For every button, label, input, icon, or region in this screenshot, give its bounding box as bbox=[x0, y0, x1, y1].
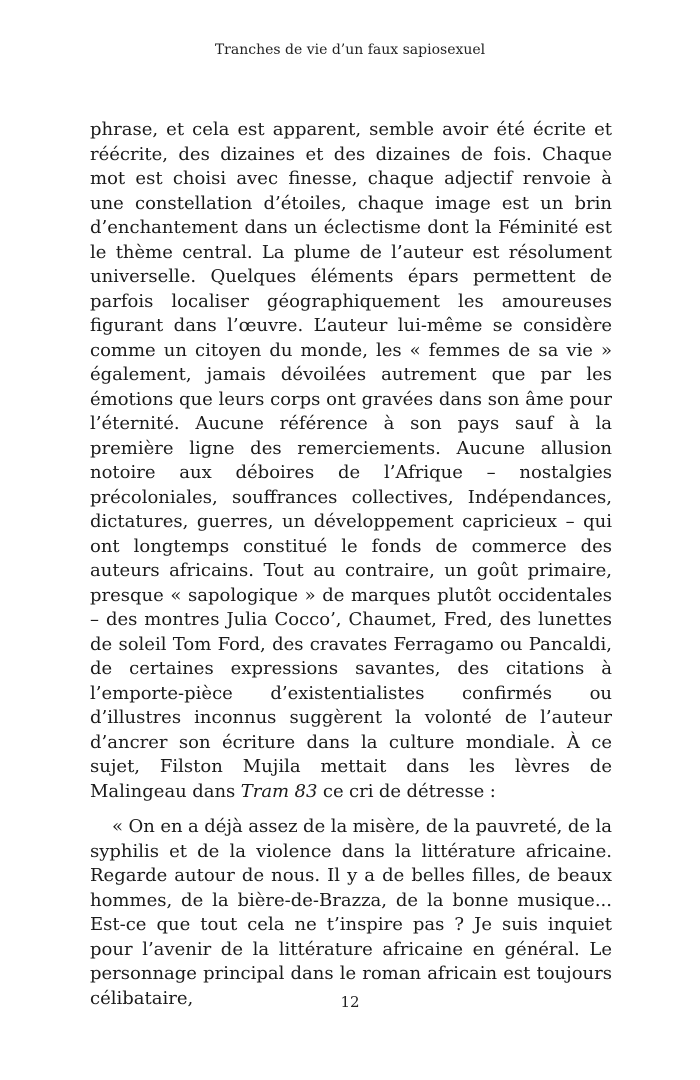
paragraph-essay bbox=[90, 118, 612, 804]
book-title: Tram 83 bbox=[240, 780, 318, 802]
paragraph-essay-tail: ce cri de détresse : bbox=[317, 780, 496, 802]
running-header: Tranches de vie d’un faux sapiosexuel bbox=[214, 42, 486, 58]
paragraph-essay-text: phrase, et cela est apparent, semble avoir été écrite et réécrite, des dizaines et des dizaines de fois. Chaque mot est choisi avec finesse, chaque adjectif renvoie à une constellation d’étoiles, chaque image est un brin d’enchantement dans un éclectisme dont la Féminité est le thème central. La plume de l’auteur est résolument universelle. Quelques éléments épars permettent de parfois localiser géographiquement les amoureuses figurant dans l’œuvre. L’auteur lui-même se considère comme un citoyen du monde, les « femmes de sa vie » également, jamais dévoilées autrement que par les émotions que leurs corps ont gravées dans son âme pour l’éternité. Aucune référence à son pays sauf à la première ligne des remerciements. Aucune allusion notoire aux déboires de l’Afrique – nostalgies précoloniales, souffrances collectives, Indépendances, dictatures, guerres, un développement capricieux – qui ont longtemps constitué le fonds de commerce des auteurs africains. Tout au contraire, un goût primaire, presque « sapologique » de marques plutôt occidentales – des montres Julia Cocco’, Chaumet, Fred, des lunettes de soleil Tom Ford, des cravates Ferragamo ou Pancaldi, de certaines expressions savantes, des citations à l’emporte-pièce d’existentialistes confirmés ou d’illustres inconnus suggèrent la volonté de l’auteur d’ancrer son écriture dans la culture mondiale. À ce sujet, Filston Mujila mettait dans les lèvres de Malingeau dans bbox=[90, 119, 612, 802]
paragraph-quotation: « On en a déjà assez de la misère, de la pauvreté, de la syphilis et de la violence dans la littérature africaine. Regarde autour de nous. Il y a de belles filles, de beaux hommes, de la bière-de-Brazza, de la bonne musique... Est-ce que tout cela ne t’inspire pas ? Je suis inquiet pour l’avenir de la littérature africaine en général. Le personnage principal dans le roman africain est toujours célibataire, bbox=[90, 816, 612, 1009]
page-number: 12 bbox=[340, 993, 360, 1011]
body-text bbox=[90, 118, 612, 1011]
